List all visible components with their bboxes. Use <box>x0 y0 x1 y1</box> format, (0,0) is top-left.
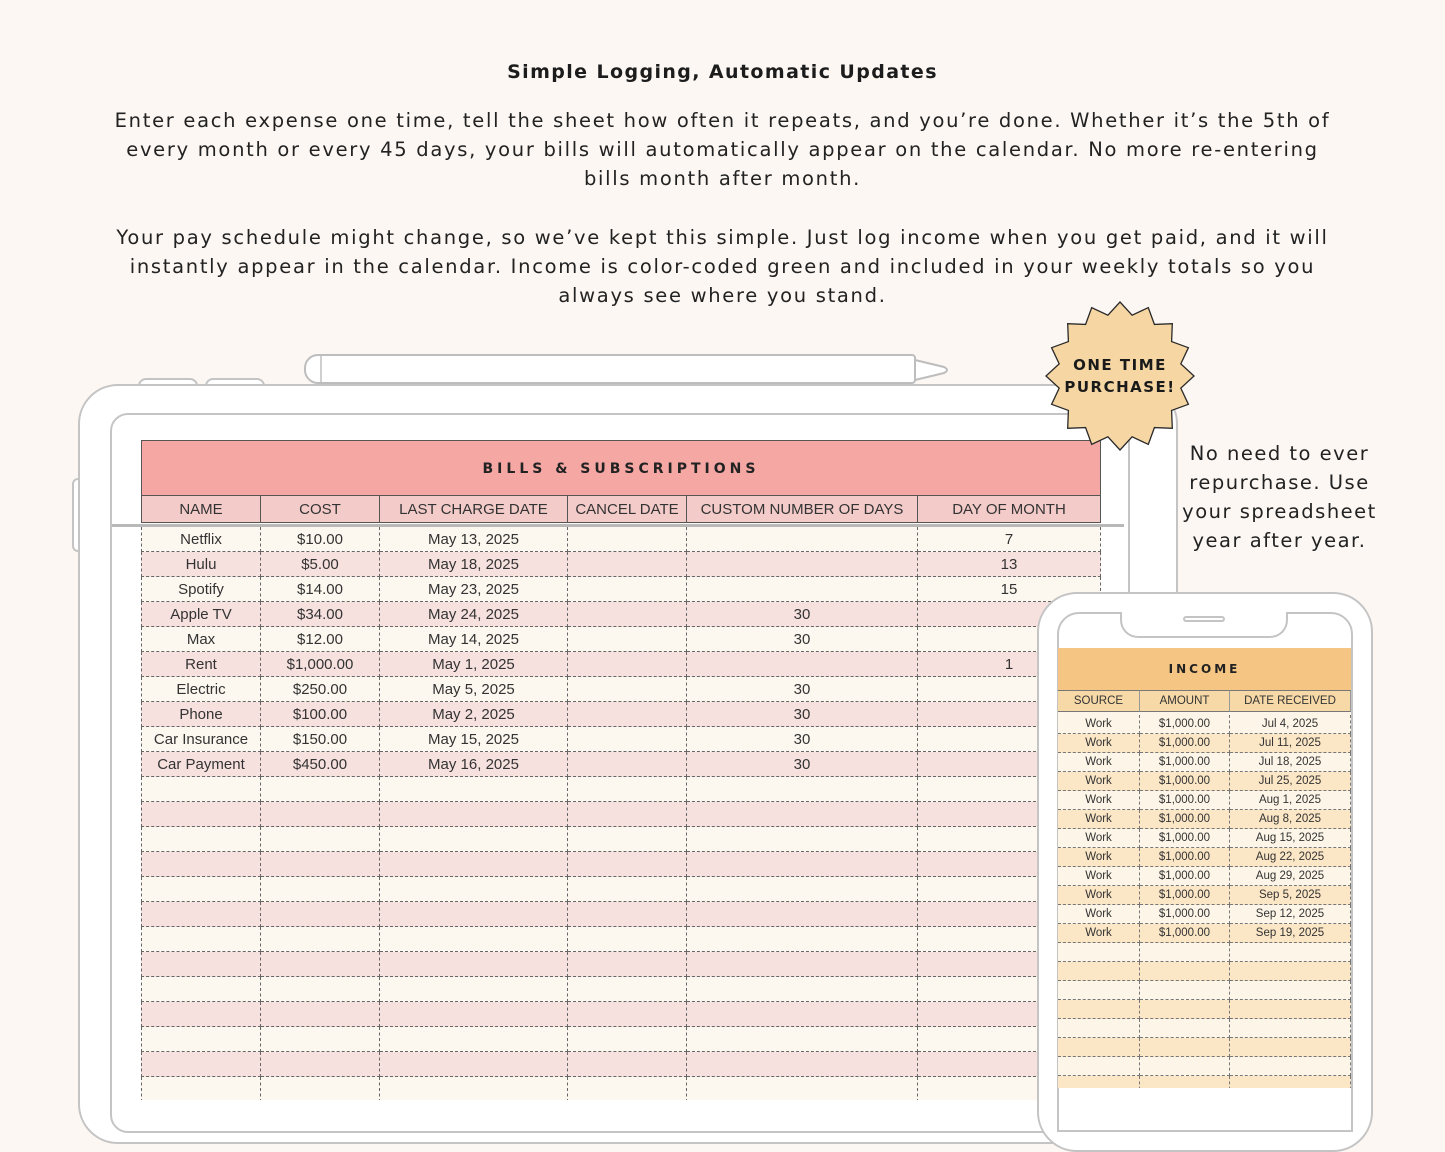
bills-cell[interactable]: 15 <box>918 577 1101 602</box>
income-cell[interactable] <box>1058 1076 1140 1088</box>
bills-cell[interactable] <box>141 852 261 877</box>
bills-cell[interactable]: Max <box>141 627 261 652</box>
income-table-row <box>1058 772 1351 791</box>
income-cell[interactable] <box>1230 943 1351 962</box>
income-cell[interactable]: Work <box>1058 924 1140 943</box>
bills-cell[interactable] <box>261 1027 380 1052</box>
bills-table-row <box>141 802 1101 827</box>
income-table-row <box>1058 734 1351 753</box>
bills-cell[interactable]: 13 <box>918 552 1101 577</box>
bills-column-header: DAY OF MONTH <box>918 495 1101 523</box>
bills-table-row <box>141 1027 1101 1052</box>
income-cell[interactable]: Jul 18, 2025 <box>1230 753 1351 772</box>
frozen-row-divider <box>112 524 1124 527</box>
bills-table-row <box>141 602 1101 627</box>
income-table-row <box>1058 1076 1351 1088</box>
bills-cell[interactable]: $34.00 <box>261 602 380 627</box>
bills-header-row <box>141 495 1101 523</box>
bills-cell[interactable]: $1,000.00 <box>261 652 380 677</box>
bills-cell[interactable] <box>261 852 380 877</box>
bills-cell[interactable]: May 15, 2025 <box>380 727 568 752</box>
income-cell[interactable]: $1,000.00 <box>1140 753 1230 772</box>
bills-cell[interactable] <box>568 777 687 802</box>
bills-column-header: CANCEL DATE <box>568 495 687 523</box>
bills-cell[interactable] <box>568 1027 687 1052</box>
income-cell[interactable] <box>1140 981 1230 1000</box>
income-table-row <box>1058 1000 1351 1019</box>
bills-cell[interactable] <box>141 902 261 927</box>
bills-cell[interactable] <box>568 652 687 677</box>
income-cell[interactable]: $1,000.00 <box>1140 715 1230 734</box>
bills-cell[interactable] <box>380 852 568 877</box>
bills-table-row <box>141 852 1101 877</box>
income-cell[interactable]: $1,000.00 <box>1140 791 1230 810</box>
bills-cell[interactable]: 30 <box>687 727 918 752</box>
bills-cell[interactable] <box>687 927 918 952</box>
bills-cell[interactable]: May 23, 2025 <box>380 577 568 602</box>
income-title: INCOME <box>1058 648 1351 690</box>
bills-table-row <box>141 527 1101 552</box>
bills-cell[interactable] <box>380 902 568 927</box>
bills-cell[interactable] <box>568 627 687 652</box>
bills-cell[interactable] <box>261 977 380 1002</box>
bills-table-row <box>141 752 1101 777</box>
bills-cell[interactable] <box>568 727 687 752</box>
income-table-row <box>1058 791 1351 810</box>
bills-cell[interactable]: Hulu <box>141 552 261 577</box>
income-cell[interactable] <box>1230 1057 1351 1076</box>
bills-cell[interactable] <box>568 977 687 1002</box>
bills-table-row <box>141 952 1101 977</box>
bills-cell[interactable] <box>261 927 380 952</box>
bills-cell[interactable] <box>687 802 918 827</box>
bills-table-row <box>141 827 1101 852</box>
income-cell[interactable]: Sep 5, 2025 <box>1230 886 1351 905</box>
income-cell[interactable] <box>1230 1000 1351 1019</box>
income-cell[interactable]: Aug 15, 2025 <box>1230 829 1351 848</box>
income-table-row <box>1058 924 1351 943</box>
bills-cell[interactable]: 30 <box>687 702 918 727</box>
bills-cell[interactable] <box>687 877 918 902</box>
bills-cell[interactable] <box>380 952 568 977</box>
intro-paragraph-income: Your pay schedule might change, so we’ve kept this simple. Just log income when you get paid, and it will instantly appear in the calendar. Income is color-coded green and included in your weekly totals so you always see where you stand. <box>116 226 1329 307</box>
bills-cell[interactable]: $150.00 <box>261 727 380 752</box>
bills-cell[interactable]: 30 <box>687 677 918 702</box>
bills-cell[interactable] <box>568 802 687 827</box>
bills-table-row <box>141 727 1101 752</box>
income-table-row <box>1058 867 1351 886</box>
bills-table-row <box>141 902 1101 927</box>
bills-cell[interactable] <box>380 927 568 952</box>
bills-cell[interactable] <box>687 902 918 927</box>
income-cell[interactable]: Work <box>1058 715 1140 734</box>
bills-cell[interactable] <box>568 1077 687 1100</box>
bills-cell[interactable]: 7 <box>918 527 1101 552</box>
bills-cell[interactable]: Phone <box>141 702 261 727</box>
income-cell[interactable] <box>1230 962 1351 981</box>
bills-cell[interactable] <box>261 802 380 827</box>
badge-line-1: ONE TIME <box>1073 356 1167 374</box>
bills-table-body <box>141 527 1101 1100</box>
bills-cell[interactable]: $100.00 <box>261 702 380 727</box>
bills-cell[interactable] <box>687 552 918 577</box>
income-cell[interactable]: Work <box>1058 810 1140 829</box>
bills-cell[interactable] <box>141 977 261 1002</box>
bills-cell[interactable]: May 16, 2025 <box>380 752 568 777</box>
bills-cell[interactable]: 1 <box>918 652 1101 677</box>
income-cell[interactable] <box>1058 1000 1140 1019</box>
bills-cell[interactable] <box>687 852 918 877</box>
bills-cell[interactable] <box>568 927 687 952</box>
bills-table-row <box>141 677 1101 702</box>
bills-table-row <box>141 552 1101 577</box>
bills-cell[interactable] <box>380 1077 568 1100</box>
bills-column-header: CUSTOM NUMBER OF DAYS <box>687 495 918 523</box>
bills-cell[interactable]: $250.00 <box>261 677 380 702</box>
bills-cell[interactable]: May 2, 2025 <box>380 702 568 727</box>
bills-cell[interactable]: May 14, 2025 <box>380 627 568 652</box>
bills-cell[interactable] <box>380 1052 568 1077</box>
income-table-row <box>1058 753 1351 772</box>
income-table-row <box>1058 1019 1351 1038</box>
income-cell[interactable] <box>1058 1019 1140 1038</box>
income-cell[interactable]: Jul 4, 2025 <box>1230 715 1351 734</box>
bills-cell[interactable]: $14.00 <box>261 577 380 602</box>
income-cell[interactable] <box>1140 1019 1230 1038</box>
income-cell[interactable]: Work <box>1058 829 1140 848</box>
bills-cell[interactable] <box>568 827 687 852</box>
bills-table-row <box>141 777 1101 802</box>
bills-cell[interactable]: 30 <box>687 752 918 777</box>
income-table-row <box>1058 905 1351 924</box>
bills-cell[interactable] <box>261 902 380 927</box>
income-cell[interactable]: Work <box>1058 905 1140 924</box>
bills-table-row <box>141 627 1101 652</box>
income-cell[interactable] <box>1140 962 1230 981</box>
income-cell[interactable]: Aug 1, 2025 <box>1230 791 1351 810</box>
bills-table-row <box>141 877 1101 902</box>
bills-cell[interactable] <box>141 952 261 977</box>
bills-cell[interactable] <box>568 702 687 727</box>
bills-cell[interactable] <box>687 952 918 977</box>
income-cell[interactable] <box>1230 1038 1351 1057</box>
income-table-row <box>1058 981 1351 1000</box>
bills-cell[interactable] <box>141 1077 261 1100</box>
bills-column-header: NAME <box>141 495 261 523</box>
income-cell[interactable]: Sep 19, 2025 <box>1230 924 1351 943</box>
bills-cell[interactable]: May 1, 2025 <box>380 652 568 677</box>
bills-cell[interactable] <box>141 777 261 802</box>
phone-speaker <box>1183 616 1225 622</box>
income-cell[interactable] <box>1058 1038 1140 1057</box>
bills-cell[interactable] <box>687 827 918 852</box>
income-cell[interactable] <box>1058 1057 1140 1076</box>
bills-cell[interactable] <box>141 877 261 902</box>
income-cell[interactable] <box>1230 1019 1351 1038</box>
bills-table-row <box>141 702 1101 727</box>
bills-cell[interactable]: $10.00 <box>261 527 380 552</box>
bills-cell[interactable] <box>687 1052 918 1077</box>
badge-line-2: PURCHASE! <box>1064 378 1176 396</box>
bills-cell[interactable] <box>261 1052 380 1077</box>
bills-cell[interactable] <box>380 777 568 802</box>
side-note: No need to ever repurchase. Use your spreadsheet year after year. <box>1182 442 1377 552</box>
income-cell[interactable]: Aug 22, 2025 <box>1230 848 1351 867</box>
income-cell[interactable]: Jul 25, 2025 <box>1230 772 1351 791</box>
bills-cell[interactable]: Apple TV <box>141 602 261 627</box>
bills-cell[interactable]: $12.00 <box>261 627 380 652</box>
bills-cell[interactable] <box>380 977 568 1002</box>
bills-cell[interactable] <box>687 1002 918 1027</box>
income-cell[interactable]: Work <box>1058 753 1140 772</box>
bills-cell[interactable] <box>380 1027 568 1052</box>
bills-cell[interactable]: $450.00 <box>261 752 380 777</box>
bills-cell[interactable] <box>141 1002 261 1027</box>
bills-cell[interactable]: Car Payment <box>141 752 261 777</box>
bills-cell[interactable]: 30 <box>687 602 918 627</box>
income-cell[interactable]: $1,000.00 <box>1140 905 1230 924</box>
bills-cell[interactable] <box>380 802 568 827</box>
income-table-row <box>1058 848 1351 867</box>
bills-cell[interactable] <box>568 852 687 877</box>
bills-cell[interactable] <box>261 827 380 852</box>
income-cell[interactable] <box>1140 1076 1230 1088</box>
income-cell[interactable] <box>1140 943 1230 962</box>
bills-cell[interactable] <box>687 652 918 677</box>
income-cell[interactable]: Work <box>1058 848 1140 867</box>
bills-cell[interactable] <box>568 902 687 927</box>
bills-cell[interactable]: Spotify <box>141 577 261 602</box>
income-column-header: AMOUNT <box>1140 690 1230 712</box>
income-table-body <box>1058 715 1351 1088</box>
bills-column-header: COST <box>261 495 380 523</box>
bills-table-row <box>141 652 1101 677</box>
income-table-row <box>1058 829 1351 848</box>
income-cell[interactable] <box>1140 1057 1230 1076</box>
income-cell[interactable]: $1,000.00 <box>1140 848 1230 867</box>
income-cell[interactable] <box>1058 962 1140 981</box>
income-table-row <box>1058 715 1351 734</box>
stylus-pencil <box>304 354 916 384</box>
headline: Simple Logging, Automatic Updates <box>507 61 938 83</box>
income-cell[interactable]: $1,000.00 <box>1140 924 1230 943</box>
income-cell[interactable]: $1,000.00 <box>1140 734 1230 753</box>
income-cell[interactable]: $1,000.00 <box>1140 867 1230 886</box>
bills-cell[interactable]: May 18, 2025 <box>380 552 568 577</box>
bills-cell[interactable]: May 13, 2025 <box>380 527 568 552</box>
bills-cell[interactable] <box>568 577 687 602</box>
bills-cell[interactable] <box>568 877 687 902</box>
income-cell[interactable] <box>1230 981 1351 1000</box>
income-table-row <box>1058 962 1351 981</box>
income-cell[interactable]: Work <box>1058 772 1140 791</box>
income-cell[interactable]: Work <box>1058 867 1140 886</box>
bills-cell[interactable]: May 5, 2025 <box>380 677 568 702</box>
bills-cell[interactable] <box>568 1002 687 1027</box>
bills-cell[interactable]: May 24, 2025 <box>380 602 568 627</box>
bills-cell[interactable] <box>568 952 687 977</box>
income-cell[interactable]: Sep 12, 2025 <box>1230 905 1351 924</box>
bills-cell[interactable] <box>261 1077 380 1100</box>
bills-cell[interactable] <box>141 1052 261 1077</box>
income-table-row <box>1058 810 1351 829</box>
bills-table-row <box>141 1077 1101 1100</box>
income-cell[interactable]: Work <box>1058 886 1140 905</box>
bills-cell[interactable] <box>687 577 918 602</box>
bills-cell[interactable] <box>687 527 918 552</box>
bills-table-row <box>141 577 1101 602</box>
bills-cell[interactable] <box>261 952 380 977</box>
income-cell[interactable] <box>1140 1000 1230 1019</box>
income-cell[interactable] <box>1230 1076 1351 1088</box>
income-table-row <box>1058 1038 1351 1057</box>
income-spreadsheet <box>1058 648 1351 1088</box>
bills-cell[interactable] <box>568 602 687 627</box>
bills-cell[interactable]: $5.00 <box>261 552 380 577</box>
bills-cell[interactable] <box>568 677 687 702</box>
bills-cell[interactable]: Car Insurance <box>141 727 261 752</box>
bills-cell[interactable] <box>380 877 568 902</box>
badge-label <box>1044 354 1196 398</box>
bills-title: BILLS & SUBSCRIPTIONS <box>141 440 1101 496</box>
bills-cell[interactable]: Rent <box>141 652 261 677</box>
intro-paragraph-bills: Enter each expense one time, tell the sheet how often it repeats, and you’re done. Whether it’s the 5th of every month or every 45 days, your bills will automatically appear on the calendar. No more re-entering bills month after month. <box>114 109 1331 190</box>
bills-cell[interactable] <box>568 552 687 577</box>
bills-cell[interactable] <box>568 1052 687 1077</box>
bills-cell[interactable] <box>687 1027 918 1052</box>
income-header-row <box>1058 690 1351 712</box>
stylus-tip <box>914 358 954 382</box>
income-cell[interactable]: Work <box>1058 734 1140 753</box>
bills-cell[interactable] <box>261 877 380 902</box>
bills-table-row <box>141 927 1101 952</box>
income-table-row <box>1058 1057 1351 1076</box>
income-cell[interactable]: $1,000.00 <box>1140 886 1230 905</box>
bills-table-row <box>141 977 1101 1002</box>
income-column-header: DATE RECEIVED <box>1230 690 1351 712</box>
bills-cell[interactable]: Netflix <box>141 527 261 552</box>
income-cell[interactable]: $1,000.00 <box>1140 810 1230 829</box>
bills-column-header: LAST CHARGE DATE <box>380 495 568 523</box>
income-cell[interactable]: Jul 11, 2025 <box>1230 734 1351 753</box>
bills-cell[interactable] <box>141 802 261 827</box>
bills-table-row <box>141 1052 1101 1077</box>
bills-cell[interactable] <box>380 1002 568 1027</box>
bills-cell[interactable] <box>687 977 918 1002</box>
income-cell[interactable]: Aug 29, 2025 <box>1230 867 1351 886</box>
income-cell[interactable]: $1,000.00 <box>1140 772 1230 791</box>
income-column-header: SOURCE <box>1058 690 1140 712</box>
income-table-row <box>1058 886 1351 905</box>
income-cell[interactable]: Aug 8, 2025 <box>1230 810 1351 829</box>
bills-cell[interactable] <box>141 927 261 952</box>
bills-cell[interactable] <box>141 827 261 852</box>
bills-spreadsheet <box>141 440 1101 1100</box>
bills-cell[interactable] <box>261 1002 380 1027</box>
bills-cell[interactable] <box>261 777 380 802</box>
bills-cell[interactable]: Electric <box>141 677 261 702</box>
bills-cell[interactable] <box>687 777 918 802</box>
income-cell[interactable] <box>1058 943 1140 962</box>
income-cell[interactable]: Work <box>1058 791 1140 810</box>
income-table-row <box>1058 943 1351 962</box>
income-cell[interactable]: $1,000.00 <box>1140 829 1230 848</box>
bills-table-row <box>141 1002 1101 1027</box>
bills-cell[interactable] <box>380 827 568 852</box>
bills-cell[interactable] <box>568 752 687 777</box>
bills-cell[interactable] <box>141 1027 261 1052</box>
income-cell[interactable] <box>1058 981 1140 1000</box>
bills-cell[interactable] <box>568 527 687 552</box>
bills-cell[interactable]: 30 <box>687 627 918 652</box>
income-cell[interactable] <box>1140 1038 1230 1057</box>
bills-cell[interactable] <box>687 1077 918 1100</box>
